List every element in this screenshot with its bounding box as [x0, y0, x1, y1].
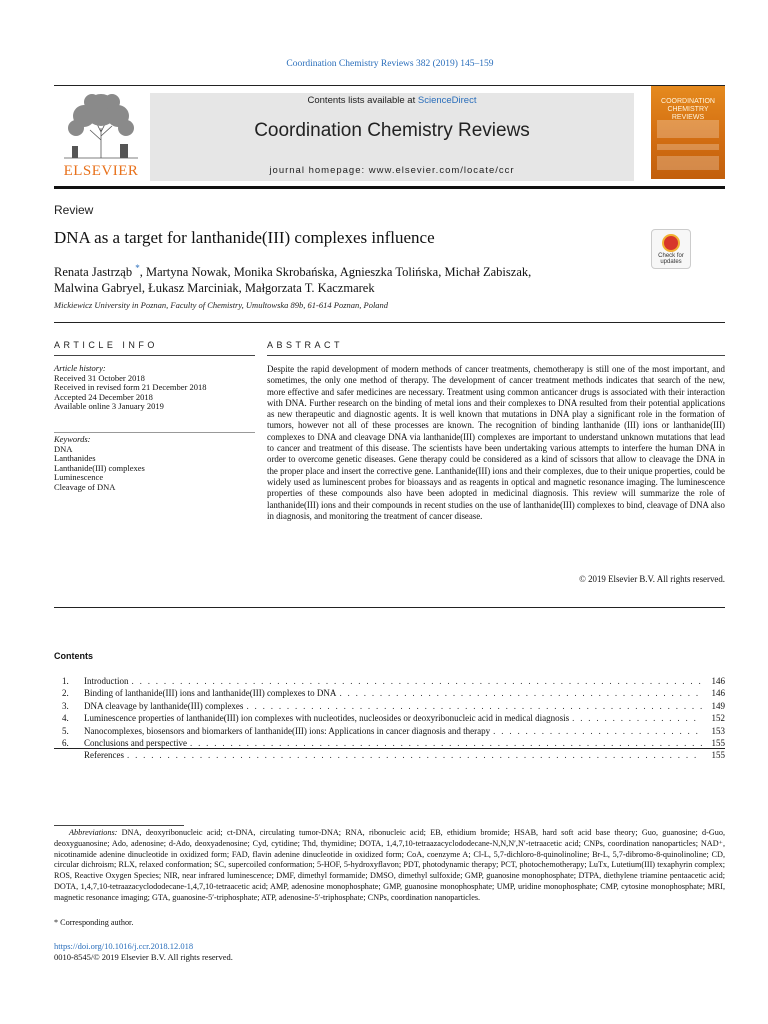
- journal-homepage[interactable]: journal homepage: www.elsevier.com/locate/ccr: [269, 165, 515, 176]
- toc-page: 149: [711, 700, 725, 711]
- contents-heading: Contents: [54, 651, 93, 661]
- abstract-heading: ABSTRACT: [267, 340, 344, 350]
- toc-number: 6.: [62, 738, 69, 749]
- toc-title[interactable]: Luminescence properties of lanthanide(III) ion complexes with nucleotides, nucleosides or deoxyribonucleic acid in medical diagnosis: [84, 713, 570, 724]
- sciencedirect-link[interactable]: ScienceDirect: [417, 95, 477, 106]
- header-thick-rule: [54, 186, 725, 189]
- abstract-text: Despite the rapid development of modern methods of cancer treatments, chemotherapy is still one of the most important, and sometimes, the only one method of therapy. The development of cancer treatment methods indicates that search of the new, more effective and safer medicines are necessary. Treatment using common anticancer drugs is associated with their interaction with DNA. Further research on the binding of metal ions and their complexes to DNA resulted from their potential applications as new therapeutic and diagnostic agents. It is well known that mutations in DNA play a significant role in the formation of tumors, however not all of these processes are known. The recognition of binding lanthanide (III) ions or lanthanide(III) complexes to DNA and cleavage DNA via lanthanide(III) complexes are important to understand unknown mutations that lead to cancer and treatment of this disease. The scientists have been undertaking various attempts to interfere the human DNA in order to overcome genetic diseases. Gene therapy could be considered as a kind of scissors that allow to cleavage the DNA in the proper place and insert the corrective gene. Lanthanide(III) ions and their complexes, due to their unique properties, could be widely used as luminescent probes for bioassays and as reagents in optical and magnetic resonance imaging. The luminescence properties of these compounds also have been adopted in medicinal diagnosis. This review will summarize the role of lanthanide(III) ions and their compounds in recent studies on the use of lanthanide(III) complexes to bind, cleavage of DNA also in diagnosis, and monitoring the treatment of cancer disease.: [267, 364, 725, 521]
- abbreviations-label: Abbreviations:: [69, 828, 118, 837]
- contents-available: [150, 95, 634, 106]
- affiliation-rule: [54, 322, 725, 323]
- contents-available-prefix: Contents lists available at: [307, 95, 416, 106]
- cover-title: COORDINATION CHEMISTRY REVIEWS: [661, 98, 715, 121]
- toc-number: [54, 749, 84, 761]
- toc-leader: [246, 700, 702, 712]
- header-rule: [54, 85, 725, 86]
- cover-graphic: [657, 120, 719, 138]
- keyword: Cleavage of DNA: [54, 481, 116, 492]
- toc-item[interactable]: [54, 700, 725, 712]
- author-names: , Martyna Nowak, Monika Skrobańska, Agnieszka Tolińska, Michał Zabiszak,: [139, 265, 532, 280]
- footnote-rule: [54, 825, 184, 826]
- toc-page: 153: [711, 725, 725, 736]
- journal-cover-thumbnail[interactable]: [651, 86, 725, 179]
- article-title: DNA as a target for lanthanide(III) complexes influence: [54, 228, 435, 247]
- corresponding-author-mark[interactable]: *: [135, 263, 140, 273]
- keyword: DNA: [54, 443, 73, 454]
- elsevier-logo[interactable]: [54, 88, 148, 180]
- toc-number: 2.: [62, 688, 69, 699]
- toc-leader: [572, 712, 702, 724]
- article-info-rule: [54, 355, 255, 356]
- toc-item[interactable]: [54, 725, 725, 737]
- toc-number: 4.: [62, 713, 69, 724]
- history-item: Accepted 24 December 2018: [54, 391, 153, 402]
- journal-citation[interactable]: Coordination Chemistry Reviews 382 (2019) 145–159: [286, 59, 494, 69]
- toc-page: 152: [711, 713, 725, 724]
- toc-page: 146: [711, 676, 725, 686]
- toc-leader: [493, 725, 702, 737]
- history-item: Received in revised form 21 December 2018: [54, 382, 207, 393]
- elsevier-tree-icon: [54, 88, 148, 162]
- article-history-label: Article history:: [54, 363, 106, 373]
- abstract-end-rule: [54, 607, 725, 608]
- toc-page: 155: [711, 738, 725, 749]
- toc-number: 5.: [62, 725, 69, 736]
- toc-leader: [127, 749, 702, 761]
- toc-title[interactable]: Binding of lanthanide(III) ions and lanthanide(III) complexes to DNA: [84, 688, 337, 699]
- toc-leader: [339, 687, 702, 699]
- keywords-rule: [54, 432, 255, 433]
- history-item: Received 31 October 2018: [54, 372, 145, 383]
- article-info-heading: ARTICLE INFO: [54, 340, 158, 350]
- author-name[interactable]: Renata Jastrząb: [54, 265, 133, 280]
- abstract-copyright: © 2019 Elsevier B.V. All rights reserved.: [579, 574, 725, 584]
- abbreviations-text: DNA, deoxyribonucleic acid; ct-DNA, circulating tumor-DNA; RNA, ribonucleic acid; EB, ethidium bromide; HSAB, hard soft acid base theory; Guo, guanosine; d-Guo, deoxyguanosine; Ado, adenosine; d-Ado, deoxyadenosine; Cyd, cytidine; Thd, thymidine; DOTA, 1,4,7,10-tetraazacyclododecane-N,N,N′,N′-tetraacetic acid; CNPs, coordination nanoparticles; NAD⁺, nicotinamide adenine dinucleotide in oxidized form; FAD, flavin adenine dinucleotide in oxidized form; CoA, coenzyme A; Cl-L, 5,7-dichloro-8-quinolinoline; Br-L, 5,7-dibromo-8-quinolinoline; CD, circular dichroism; RLX, relaxed conformation; SC, supercoiled conformation; 5-HOF, 5-hydroxyflavon; PDT, photodynamic therapy; PCT, photochemotherapy; LuTx, Lutetium(III) texaphyrin complex; ROS, Reactive Oxygen Species; NIR, near infrared luminescence; DMF, dimethyl formamide; DMSO, dimethyl sulfoxide; GMP, guanosine monophosphate; DTPA, diethylene triamine pentaacetic acid; DOTA, 1,4,7,10-tetraazacyclododecane-1,4,7,10-tetraacetic acid; AMP, adenosine monophosphate; GMP, guanosine monophosphate; UMP, uridine monophosphate; CMP, cytosine monophosphate; MRI, magnetic resonance imaging; GTA, guanosine-5′-triphosphate; ATP, adenosine-5′-triphosphate; CNPs, coordination nanoparticles.: [54, 828, 726, 902]
- toc-page: 155: [711, 750, 725, 761]
- article-history: [54, 364, 259, 412]
- check-updates-icon: [662, 234, 680, 252]
- toc-number: 1.: [62, 676, 69, 686]
- toc-item[interactable]: [54, 749, 725, 761]
- cover-graphic: [657, 156, 719, 170]
- author-names: Malwina Gabryel, Łukasz Marciniak, Małgorzata T. Kaczmarek: [54, 281, 375, 296]
- toc-title[interactable]: Nanocomplexes, biosensors and biomarkers of lanthanide(III) ions: Applications in cancer diagnosis and therapy: [84, 725, 491, 736]
- journal-title: Coordination Chemistry Reviews: [254, 120, 530, 141]
- toc-title[interactable]: Conclusions and perspective: [84, 738, 187, 749]
- author-list: [54, 260, 654, 296]
- toc-item[interactable]: [54, 687, 725, 699]
- toc-number: 3.: [62, 700, 69, 711]
- toc-page: 146: [711, 688, 725, 699]
- toc-item[interactable]: [54, 675, 725, 687]
- keyword: Lanthanides: [54, 453, 96, 464]
- keyword: Luminescence: [54, 472, 104, 483]
- affiliation: Mickiewicz University in Poznan, Faculty of Chemistry, Umultowska 89b, 61-614 Poznan, Poland: [54, 300, 389, 310]
- toc-item[interactable]: [54, 712, 725, 724]
- toc-title[interactable]: Introduction: [84, 676, 129, 686]
- elsevier-wordmark: ELSEVIER: [63, 163, 139, 179]
- cover-graphic: [657, 144, 719, 150]
- check-for-updates-button[interactable]: [651, 229, 691, 269]
- corresponding-author-note: * Corresponding author.: [54, 918, 134, 927]
- article-type: Review: [54, 203, 94, 217]
- toc-leader: [132, 675, 703, 687]
- doi-link[interactable]: https://doi.org/10.1016/j.ccr.2018.12.018: [54, 941, 194, 951]
- check-updates-label: Check for updates: [658, 253, 684, 265]
- abstract-rule: [267, 355, 725, 356]
- keyword: Lanthanide(III) complexes: [54, 462, 145, 473]
- toc-title[interactable]: DNA cleavage by lanthanide(III) complexes: [84, 700, 244, 711]
- issn-copyright: 0010-8545/© 2019 Elsevier B.V. All rights reserved.: [54, 952, 233, 962]
- abbreviations-footnote: [54, 828, 725, 904]
- contents-end-rule: [54, 748, 725, 749]
- toc-title[interactable]: References: [84, 750, 124, 761]
- keywords-label: Keywords:: [54, 434, 91, 444]
- keywords: [54, 435, 259, 493]
- history-item: Available online 3 January 2019: [54, 401, 164, 412]
